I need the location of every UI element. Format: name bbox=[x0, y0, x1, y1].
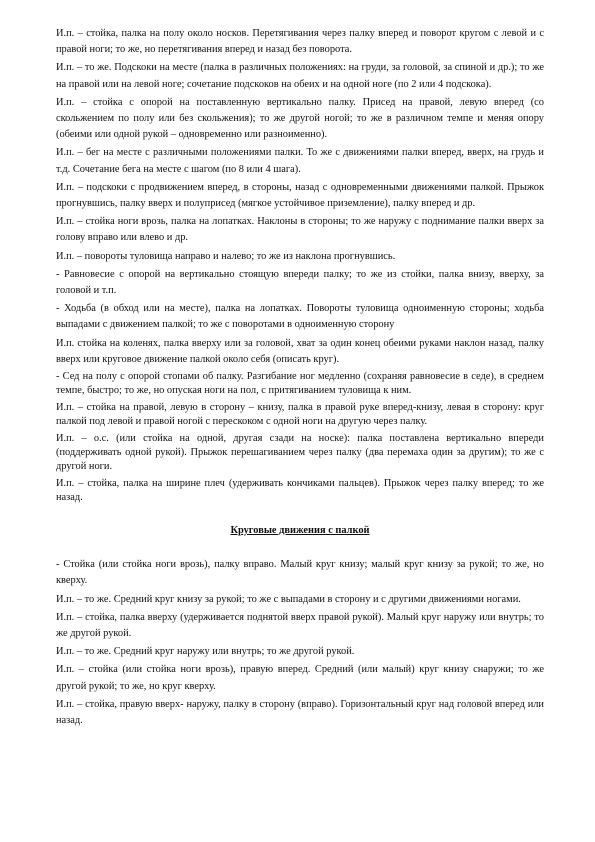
paragraph: И.п. – подскоки с продвижением вперед, в стороны, назад с одновременными движениями палкой. Прыжок прогнувшись, палку вверх и полуприсед (мягкое устойчивое приземление), палку вперед и др. bbox=[56, 181, 544, 210]
document-page bbox=[56, 26, 544, 731]
paragraph: И.п. – повороты туловища направо и налево; то же из наклона прогнувшись. bbox=[56, 250, 396, 262]
paragraph: - Ходьба (в обход или на месте), палка на лопатках. Повороты туловища одноименную стороны; ходьба выпадами с движением палкой; то же с поворотами в одноименную сторону bbox=[56, 303, 544, 331]
paragraph: И.п. – то же. Средний круг наружу или внутрь; то же другой рукой. bbox=[56, 646, 355, 658]
paragraph: И.п. – стойка на правой, левую в сторону – книзу, палка в правой руке вперед-книзу, левая в сторону: круг палкой под левой и правой ногой с перескоком с одной ноги на другую через палку. bbox=[56, 402, 544, 428]
section-heading: Круговые движения с палкой bbox=[230, 525, 370, 537]
paragraph: И.п. – стойка с опорой на поставленную вертикально палку. Присед на правой, левую вперед (со скольжением по полу или без скольжения); то же другой ногой; то же в различном темпе и меняя опору (обеими или одной рукой – одновременно или разноименно). bbox=[56, 96, 544, 141]
paragraph: И.п. стойка на коленях, палка вверху или за головой, хват за один конец обеими руками наклон назад, палку вверх или круговое движение палкой около себя (описать круг). bbox=[56, 337, 544, 365]
paragraph: И.п. – то же. Подскоки на месте (палка в различных положениях: на груди, за головой, за спиной и др.); то же на правой или на левой ноге; сочетание подскоков на обеих и на одной ноге (по 2 или 4 подскока). bbox=[56, 62, 544, 90]
paragraph: И.п. – стойка, палка на полу около носков. Перетягивания через палку вперед и поворот кругом с левой и с правой ноги; то же, но перетягивания вперед и назад без поворота. bbox=[56, 28, 544, 56]
paragraph: И.п. – бег на месте с различными положениями палки. То же с движениями палки вперед, вверх, на грудь и т.д. Сочетание бега на месте с шагом (по 8 или 4 шага). bbox=[56, 147, 544, 175]
paragraph: - Равновесие с опорой на вертикально стоящую впереди палку; то же из стойки, палка внизу, вверху, за головой и т.п. bbox=[56, 268, 544, 297]
paragraph: И.п. – то же. Средний круг книзу за рукой; то же с выпадами в сторону и с другими движениями ногами. bbox=[56, 593, 521, 605]
paragraph: И.п. – стойка, палка вверху (удерживается поднятой вверх правой рукой). Малый круг наружу или внутрь; то же другой рукой. bbox=[56, 611, 544, 640]
paragraph: - Стойка (или стойка ноги врозь), палку вправо. Малый круг книзу; малый круг книзу за рукой; то же, но кверху. bbox=[56, 559, 544, 587]
paragraph: - Сед на полу с опорой стопами об палку. Разгибание ног медленно (сохраняя равновесие в седе), в среднем темпе, быстро; то же, но опуская ноги на пол, с притягиванием туловища к ним. bbox=[56, 371, 544, 397]
paragraph: И.п. – стойка, палка на ширине плеч (удерживать кончиками пальцев). Прыжок через палку вперед; то же назад. bbox=[56, 478, 544, 504]
paragraph: И.п. – стойка ноги врозь, палка на лопатках. Наклоны в стороны; то же наружу с поднимание палки вверх за голову вправо или влево и др. bbox=[56, 216, 544, 244]
paragraph: И.п. – о.с. (или стойка на одной, другая сзади на носке): палка поставлена вертикально впереди (поддерживать одной рукой). Прыжок перешагиванием через палку (два перемаха один за другим); то же с другой ноги. bbox=[56, 433, 544, 473]
paragraph: И.п. – стойка (или стойка ноги врозь), правую вперед. Средний (или малый) круг книзу снаружи; то же другой рукой; то же, но круг кверху. bbox=[56, 664, 544, 692]
paragraph: И.п. – стойка, правую вверх- наружу, палку в сторону (вправо). Горизонтальный круг над головой вперед или назад. bbox=[56, 698, 544, 727]
